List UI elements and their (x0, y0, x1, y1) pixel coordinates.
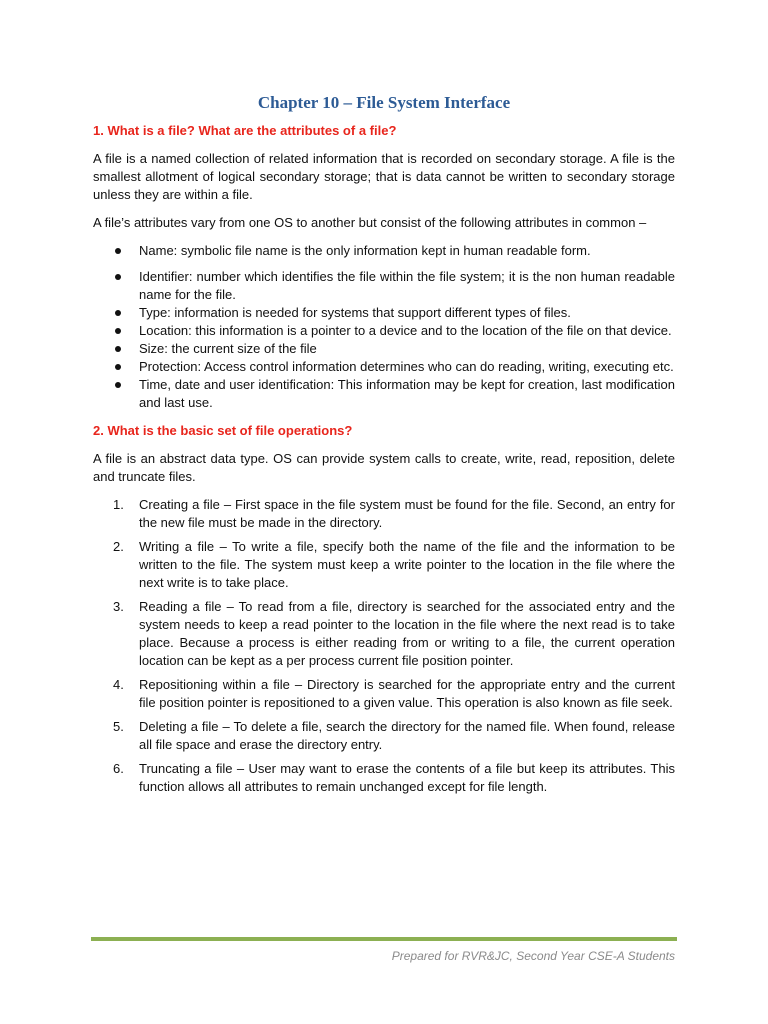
list-item-text: Repositioning within a file – Directory is searched for the appropriate entry and the current file position pointer is repositioned to a given value. This operation is also known as file seek. (139, 677, 675, 710)
list-item-text: Reading a file – To read from a file, directory is searched for the associated entry and the system needs to keep a read pointer to the location in the file where the next read is to take place. Because a process is either reading from or writing to a file, the current operation location can be kept as a per process current file position pointer. (139, 599, 675, 668)
list-item-text: Truncating a file – User may want to erase the contents of a file but keep its attributes. This function allows all attributes to remain unchanged except for file length. (139, 761, 675, 794)
attributes-list (93, 242, 675, 412)
list-item (93, 718, 675, 754)
page-title: Chapter 10 – File System Interface (257, 93, 511, 112)
list-item-text: Creating a file – First space in the file system must be found for the file. Second, an entry for the new file must be made in the directory. (139, 497, 675, 530)
list-item (93, 242, 675, 260)
footer-divider (91, 937, 677, 941)
section-1-paragraph-2: A file’s attributes vary from one OS to another but consist of the following attributes in common – (93, 215, 647, 230)
list-item-text: Protection: Access control information determines who can do reading, writing, executing etc. (139, 359, 674, 374)
list-item-number: 5. (113, 719, 124, 734)
list-item (93, 496, 675, 532)
section-2-heading: 2. What is the basic set of file operations? (93, 423, 353, 438)
list-item (93, 322, 675, 340)
list-item-number: 1. (113, 497, 124, 512)
section-1-heading: 1. What is a file? What are the attributes of a file? (93, 123, 397, 138)
list-item (93, 538, 675, 592)
list-item (93, 304, 675, 322)
list-item-text: Deleting a file – To delete a file, search the directory for the named file. When found, release all file space and erase the directory entry. (139, 719, 675, 752)
operations-list (93, 496, 675, 796)
bullet-icon (115, 248, 121, 254)
bullet-icon (115, 382, 121, 388)
bullet-icon (115, 364, 121, 370)
bullet-icon (115, 274, 121, 280)
list-item (93, 598, 675, 670)
list-item-number: 2. (113, 539, 124, 554)
bullet-icon (115, 328, 121, 334)
bullet-icon (115, 310, 121, 316)
list-item-number: 6. (113, 761, 124, 776)
list-item (93, 760, 675, 796)
list-item (93, 340, 675, 358)
list-item (93, 268, 675, 304)
list-item-number: 4. (113, 677, 124, 692)
list-item-number: 3. (113, 599, 124, 614)
list-item-text: Identifier: number which identifies the file within the file system; it is the non human readable name for the file. (139, 269, 675, 302)
section-2-paragraph-1: A file is an abstract data type. OS can provide system calls to create, write, read, reposition, delete and truncate files. (93, 451, 675, 484)
list-item (93, 376, 675, 412)
list-item-text: Name: symbolic file name is the only information kept in human readable form. (139, 243, 591, 258)
document-body (93, 122, 675, 802)
list-item-text: Type: information is needed for systems that support different types of files. (139, 305, 571, 320)
list-item (93, 676, 675, 712)
section-1-paragraph-1: A file is a named collection of related information that is recorded on secondary storage. A file is the smallest allotment of logical secondary storage; that is data cannot be written to secondary storage unless they are within a file. (93, 151, 675, 202)
list-item-text: Time, date and user identification: This information may be kept for creation, last modification and last use. (139, 377, 675, 410)
list-item-text: Location: this information is a pointer to a device and to the location of the file on that device. (139, 323, 672, 338)
list-item (93, 358, 675, 376)
footer-note: Prepared for RVR&JC, Second Year CSE-A Students (391, 949, 675, 963)
list-item-text: Writing a file – To write a file, specify both the name of the file and the information to be written to the file. The system must keep a write pointer to the location in the file where the next write is to take place. (139, 539, 675, 590)
bullet-icon (115, 346, 121, 352)
list-item-text: Size: the current size of the file (139, 341, 317, 356)
